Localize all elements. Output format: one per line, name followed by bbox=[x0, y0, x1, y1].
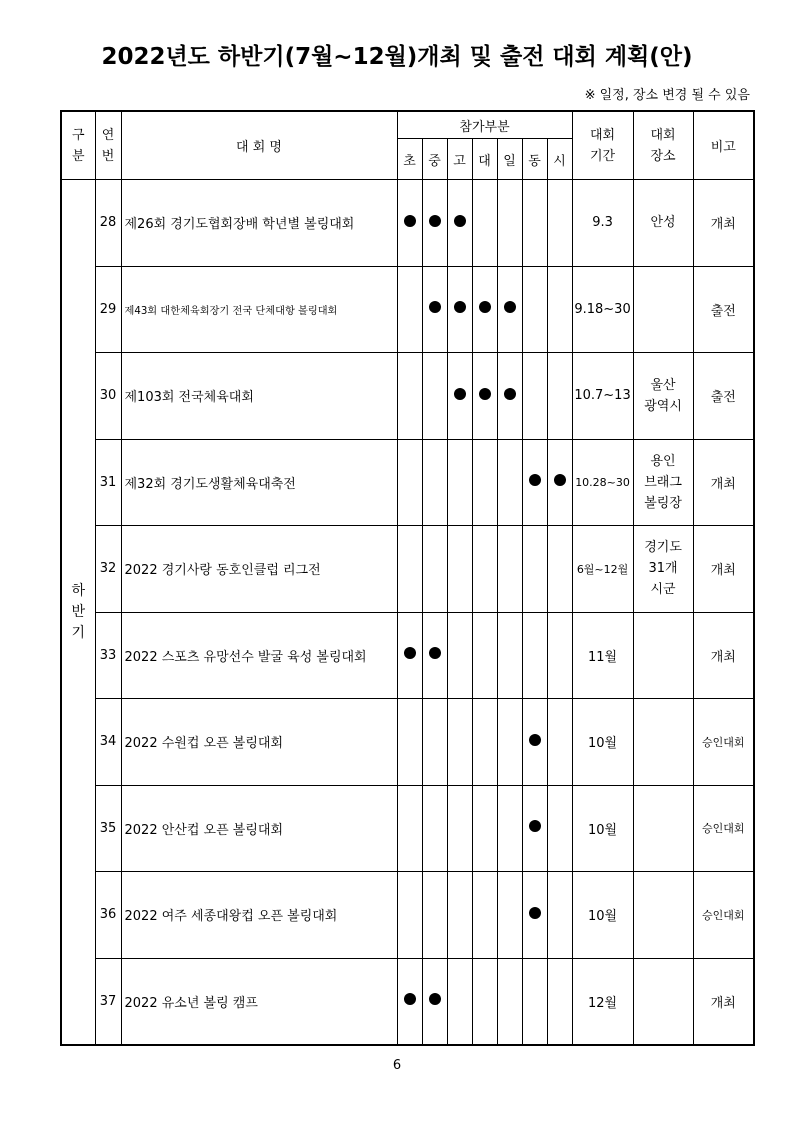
participation-cell bbox=[497, 439, 522, 526]
participation-cell bbox=[397, 958, 422, 1045]
participation-cell bbox=[497, 785, 522, 872]
participation-cell bbox=[447, 958, 472, 1045]
table-row bbox=[61, 785, 754, 872]
row-number: 30 bbox=[95, 353, 121, 440]
category-header: 초 bbox=[397, 139, 422, 180]
participation-cell bbox=[547, 612, 572, 699]
table-row bbox=[61, 699, 754, 786]
competition-name: 제32회 경기도생활체육대축전 bbox=[121, 439, 397, 526]
category-header: 시 bbox=[547, 139, 572, 180]
participation-cell bbox=[522, 872, 547, 959]
participation-cell bbox=[472, 266, 497, 353]
competition-name: 2022 안산컵 오픈 볼링대회 bbox=[121, 785, 397, 872]
table-row bbox=[61, 180, 754, 267]
remark-cell: 출전 bbox=[693, 353, 754, 440]
participation-cell bbox=[422, 180, 447, 267]
competition-name: 2022 경기사랑 동호인클럽 리그전 bbox=[121, 526, 397, 613]
participation-cell bbox=[447, 353, 472, 440]
table-row bbox=[61, 353, 754, 440]
participation-cell bbox=[522, 958, 547, 1045]
participation-dot-icon bbox=[554, 474, 566, 486]
participation-dot-icon bbox=[429, 993, 441, 1005]
participation-cell bbox=[472, 699, 497, 786]
competition-period: 6월~12월 bbox=[572, 526, 633, 613]
row-number: 28 bbox=[95, 180, 121, 267]
participation-dot-icon bbox=[404, 647, 416, 659]
participation-dot-icon bbox=[454, 215, 466, 227]
competition-place bbox=[633, 958, 693, 1045]
participation-cell bbox=[497, 180, 522, 267]
participation-cell bbox=[397, 699, 422, 786]
participation-cell bbox=[472, 872, 497, 959]
participation-cell bbox=[397, 266, 422, 353]
competition-name: 2022 여주 세종대왕컵 오픈 볼링대회 bbox=[121, 872, 397, 959]
competition-place bbox=[633, 785, 693, 872]
participation-cell bbox=[447, 526, 472, 613]
participation-dot-icon bbox=[529, 474, 541, 486]
competition-place: 울산 광역시 bbox=[633, 353, 693, 440]
participation-cell bbox=[397, 526, 422, 613]
category-header: 고 bbox=[447, 139, 472, 180]
participation-cell bbox=[522, 266, 547, 353]
category-header: 중 bbox=[422, 139, 447, 180]
participation-cell bbox=[397, 612, 422, 699]
participation-cell bbox=[547, 266, 572, 353]
participation-dot-icon bbox=[429, 647, 441, 659]
participation-cell bbox=[497, 266, 522, 353]
participation-cell bbox=[497, 872, 522, 959]
participation-dot-icon bbox=[504, 301, 516, 313]
participation-cell bbox=[472, 439, 497, 526]
participation-cell bbox=[547, 526, 572, 613]
schedule-note: ※ 일정, 장소 변경 될 수 있음 bbox=[584, 88, 750, 103]
competition-plan-table bbox=[60, 110, 755, 1046]
participation-cell bbox=[497, 526, 522, 613]
row-number: 34 bbox=[95, 699, 121, 786]
participation-cell bbox=[497, 353, 522, 440]
participation-cell bbox=[447, 612, 472, 699]
participation-cell bbox=[472, 612, 497, 699]
remark-cell: 개최 bbox=[693, 612, 754, 699]
table-row bbox=[61, 958, 754, 1045]
participation-cell bbox=[422, 785, 447, 872]
remark-cell: 개최 bbox=[693, 526, 754, 613]
competition-name: 제26회 경기도협회장배 학년별 볼링대회 bbox=[121, 180, 397, 267]
participation-cell bbox=[522, 526, 547, 613]
participation-cell bbox=[422, 353, 447, 440]
participation-cell bbox=[522, 353, 547, 440]
remark-cell: 개최 bbox=[693, 958, 754, 1045]
competition-place bbox=[633, 612, 693, 699]
participation-dot-icon bbox=[429, 301, 441, 313]
row-number: 35 bbox=[95, 785, 121, 872]
participation-dot-icon bbox=[529, 820, 541, 832]
remark-cell: 출전 bbox=[693, 266, 754, 353]
competition-name: 제43회 대한체육회장기 전국 단체대항 볼링대회 bbox=[121, 266, 397, 353]
competition-place: 안성 bbox=[633, 180, 693, 267]
participation-cell bbox=[422, 526, 447, 613]
participation-cell bbox=[547, 872, 572, 959]
participation-cell bbox=[447, 872, 472, 959]
row-number: 29 bbox=[95, 266, 121, 353]
page-number: 6 bbox=[392, 1058, 402, 1073]
participation-cell bbox=[547, 439, 572, 526]
participation-cell bbox=[472, 785, 497, 872]
participation-cell bbox=[522, 785, 547, 872]
participation-cell bbox=[397, 439, 422, 526]
participation-cell bbox=[397, 872, 422, 959]
participation-cell bbox=[447, 785, 472, 872]
yeonbeon-header: 연 번 bbox=[95, 111, 121, 180]
competition-name: 2022 유소년 볼링 캠프 bbox=[121, 958, 397, 1045]
table-row bbox=[61, 872, 754, 959]
participation-cell bbox=[522, 612, 547, 699]
category-header: 일 bbox=[497, 139, 522, 180]
participation-cell bbox=[422, 439, 447, 526]
competition-period: 12월 bbox=[572, 958, 633, 1045]
remark-cell: 승인대회 bbox=[693, 785, 754, 872]
participation-cell bbox=[522, 439, 547, 526]
participation-cell bbox=[422, 958, 447, 1045]
participation-cell bbox=[422, 872, 447, 959]
competition-name: 2022 스포츠 유망선수 발굴 육성 볼링대회 bbox=[121, 612, 397, 699]
participation-cell bbox=[522, 699, 547, 786]
remark-cell: 승인대회 bbox=[693, 699, 754, 786]
participation-cell bbox=[447, 699, 472, 786]
row-number: 37 bbox=[95, 958, 121, 1045]
competition-period: 9.3 bbox=[572, 180, 633, 267]
participation-cell bbox=[472, 526, 497, 613]
participation-header: 참가부분 bbox=[397, 111, 572, 139]
table-row bbox=[61, 526, 754, 613]
participation-cell bbox=[422, 612, 447, 699]
competition-place bbox=[633, 266, 693, 353]
competition-name: 제103회 전국체육대회 bbox=[121, 353, 397, 440]
participation-cell bbox=[472, 958, 497, 1045]
remark-cell: 개최 bbox=[693, 439, 754, 526]
participation-dot-icon bbox=[454, 388, 466, 400]
participation-cell bbox=[447, 439, 472, 526]
table-row bbox=[61, 612, 754, 699]
competition-place: 경기도 31개 시군 bbox=[633, 526, 693, 613]
row-number: 32 bbox=[95, 526, 121, 613]
participation-cell bbox=[422, 266, 447, 353]
competition-name: 2022 수원컵 오픈 볼링대회 bbox=[121, 699, 397, 786]
name-header: 대 회 명 bbox=[121, 111, 397, 180]
participation-cell bbox=[547, 699, 572, 786]
row-number: 33 bbox=[95, 612, 121, 699]
header-row-1 bbox=[61, 111, 754, 139]
competition-period: 10.28~30 bbox=[572, 439, 633, 526]
participation-cell bbox=[422, 699, 447, 786]
participation-dot-icon bbox=[529, 907, 541, 919]
participation-cell bbox=[447, 180, 472, 267]
competition-period: 10월 bbox=[572, 785, 633, 872]
participation-cell bbox=[397, 180, 422, 267]
participation-cell bbox=[397, 785, 422, 872]
category-header: 대 bbox=[472, 139, 497, 180]
participation-cell bbox=[547, 353, 572, 440]
competition-place bbox=[633, 699, 693, 786]
row-number: 36 bbox=[95, 872, 121, 959]
participation-cell bbox=[497, 699, 522, 786]
participation-cell bbox=[547, 958, 572, 1045]
participation-dot-icon bbox=[479, 388, 491, 400]
participation-cell bbox=[497, 612, 522, 699]
participation-cell bbox=[447, 266, 472, 353]
participation-cell bbox=[522, 180, 547, 267]
participation-cell bbox=[472, 180, 497, 267]
period-header: 대회 기간 bbox=[572, 111, 633, 180]
participation-dot-icon bbox=[454, 301, 466, 313]
competition-period: 10월 bbox=[572, 872, 633, 959]
participation-dot-icon bbox=[479, 301, 491, 313]
participation-cell bbox=[497, 958, 522, 1045]
table-row bbox=[61, 439, 754, 526]
competition-place bbox=[633, 872, 693, 959]
gubun-cell: 하 반 기 bbox=[61, 180, 95, 1046]
competition-period: 10월 bbox=[572, 699, 633, 786]
participation-dot-icon bbox=[404, 993, 416, 1005]
competition-period: 10.7~13 bbox=[572, 353, 633, 440]
place-header: 대회 장소 bbox=[633, 111, 693, 180]
competition-place: 용인 브래그 볼링장 bbox=[633, 439, 693, 526]
remark-cell: 승인대회 bbox=[693, 872, 754, 959]
participation-cell bbox=[547, 785, 572, 872]
participation-dot-icon bbox=[504, 388, 516, 400]
table-row bbox=[61, 266, 754, 353]
page-title: 2022년도 하반기(7월~12월)개최 및 출전 대회 계획(안) bbox=[101, 44, 693, 70]
gubun-header: 구 분 bbox=[61, 111, 95, 180]
participation-dot-icon bbox=[404, 215, 416, 227]
participation-dot-icon bbox=[429, 215, 441, 227]
participation-cell bbox=[397, 353, 422, 440]
competition-period: 11월 bbox=[572, 612, 633, 699]
category-header: 동 bbox=[522, 139, 547, 180]
remark-cell: 개최 bbox=[693, 180, 754, 267]
competition-period: 9.18~30 bbox=[572, 266, 633, 353]
participation-cell bbox=[547, 180, 572, 267]
participation-cell bbox=[472, 353, 497, 440]
row-number: 31 bbox=[95, 439, 121, 526]
participation-dot-icon bbox=[529, 734, 541, 746]
remark-header: 비고 bbox=[693, 111, 754, 180]
